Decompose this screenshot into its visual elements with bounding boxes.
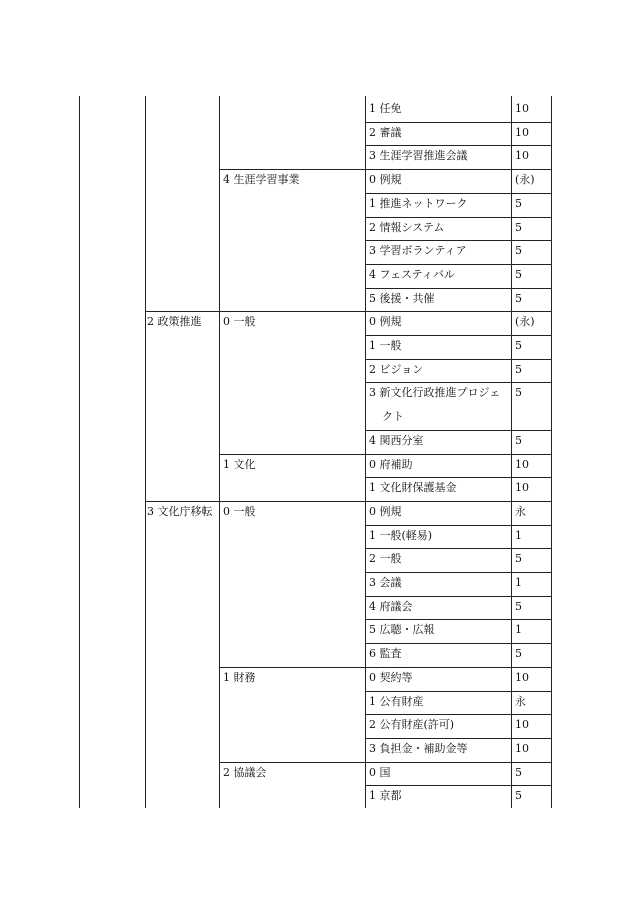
row-divider <box>365 217 551 218</box>
row-divider <box>219 762 551 763</box>
table-rule-col4 <box>511 96 512 808</box>
item-label: 0 例規 <box>369 173 402 186</box>
retention-period: 10 <box>515 102 529 115</box>
row-divider <box>365 738 551 739</box>
item-label: 3 新文化行政推進プロジェ <box>369 386 501 399</box>
row-divider <box>365 596 551 597</box>
retention-period: 10 <box>515 742 529 755</box>
item-label: 3 生涯学習推進会議 <box>369 149 468 162</box>
item-label: 4 府議会 <box>369 600 413 613</box>
retention-period: 5 <box>515 244 522 257</box>
retention-period: 10 <box>515 481 529 494</box>
row-divider <box>365 240 551 241</box>
item-label: 1 公有財産 <box>369 695 424 708</box>
item-label: 6 監査 <box>369 647 402 660</box>
item-label: 3 学習ボランティア <box>369 244 467 257</box>
retention-period: 5 <box>515 197 522 210</box>
table-rule-right <box>551 96 552 808</box>
subcategory-label: 1 財務 <box>223 671 256 684</box>
row-divider <box>365 145 551 146</box>
item-label: 3 負担金・補助金等 <box>369 742 468 755</box>
category-label: 2 政策推進 <box>147 315 202 328</box>
row-divider <box>365 619 551 620</box>
item-label: 1 任免 <box>369 102 402 115</box>
item-label: 4 フェスティバル <box>369 268 455 281</box>
retention-period: 永 <box>515 505 526 518</box>
row-divider <box>145 311 551 312</box>
item-label: 1 一般 <box>369 339 402 352</box>
row-divider <box>365 359 551 360</box>
retention-period: 5 <box>515 552 522 565</box>
retention-period: 1 <box>515 529 522 542</box>
retention-period: (永) <box>515 173 535 186</box>
item-label: 0 府補助 <box>369 458 413 471</box>
item-label: 2 一般 <box>369 552 402 565</box>
subcategory-label: 2 協議会 <box>223 766 267 779</box>
table-rule-col3 <box>365 96 366 808</box>
retention-period: 5 <box>515 434 522 447</box>
retention-period: 10 <box>515 458 529 471</box>
item-label: 1 京都 <box>369 789 402 802</box>
item-label: 0 例規 <box>369 315 402 328</box>
row-divider <box>365 193 551 194</box>
subcategory-label: 1 文化 <box>223 458 256 471</box>
row-divider <box>219 454 551 455</box>
row-divider <box>365 572 551 573</box>
row-divider <box>219 667 551 668</box>
retention-period: 5 <box>515 292 522 305</box>
row-divider <box>365 264 551 265</box>
item-label: 0 契約等 <box>369 671 413 684</box>
item-label: 2 審議 <box>369 126 402 139</box>
retention-period: 5 <box>515 221 522 234</box>
row-divider <box>365 288 551 289</box>
item-label: 5 後援・共催 <box>369 292 435 305</box>
item-label: 4 関西分室 <box>369 434 424 447</box>
row-divider <box>365 525 551 526</box>
retention-period: 5 <box>515 386 522 399</box>
retention-period: 永 <box>515 695 526 708</box>
row-divider <box>365 691 551 692</box>
row-divider <box>365 335 551 336</box>
item-label: 1 推進ネットワーク <box>369 197 468 210</box>
item-label: 2 ビジョン <box>369 363 424 376</box>
row-divider <box>365 785 551 786</box>
row-divider <box>365 643 551 644</box>
row-divider <box>365 548 551 549</box>
retention-period: 10 <box>515 149 529 162</box>
item-label: 5 広聴・広報 <box>369 623 435 636</box>
retention-period: 5 <box>515 268 522 281</box>
retention-period: 5 <box>515 363 522 376</box>
category-label: 3 文化庁移転 <box>147 505 213 518</box>
retention-period: 5 <box>515 766 522 779</box>
item-label: 1 一般(軽易) <box>369 529 433 542</box>
item-label: 2 情報システム <box>369 221 445 234</box>
retention-period: 5 <box>515 339 522 352</box>
row-divider <box>365 122 551 123</box>
subcategory-label: 0 一般 <box>223 505 256 518</box>
retention-period: 10 <box>515 126 529 139</box>
retention-period: 5 <box>515 789 522 802</box>
item-label: 3 会議 <box>369 576 402 589</box>
item-label: 2 公有財産(許可) <box>369 718 455 731</box>
table-rule-col2 <box>219 96 220 808</box>
item-label: 1 文化財保護基金 <box>369 481 457 494</box>
retention-period: 5 <box>515 600 522 613</box>
subcategory-label: 0 一般 <box>223 315 256 328</box>
row-divider <box>365 714 551 715</box>
row-divider <box>365 382 551 383</box>
table-rule-col1 <box>145 96 146 808</box>
row-divider <box>219 169 551 170</box>
item-label: 0 例規 <box>369 505 402 518</box>
subcategory-label: 4 生涯学習事業 <box>223 173 300 186</box>
retention-period: 5 <box>515 647 522 660</box>
retention-period: 10 <box>515 718 529 731</box>
retention-period: 1 <box>515 576 522 589</box>
item-label: 0 国 <box>369 766 391 779</box>
item-label: クト <box>382 410 404 423</box>
retention-period: 1 <box>515 623 522 636</box>
row-divider <box>145 501 551 502</box>
row-divider <box>365 430 551 431</box>
row-divider <box>365 477 551 478</box>
retention-period: 10 <box>515 671 529 684</box>
table-rule-left <box>79 96 80 808</box>
retention-period: (永) <box>515 315 535 328</box>
